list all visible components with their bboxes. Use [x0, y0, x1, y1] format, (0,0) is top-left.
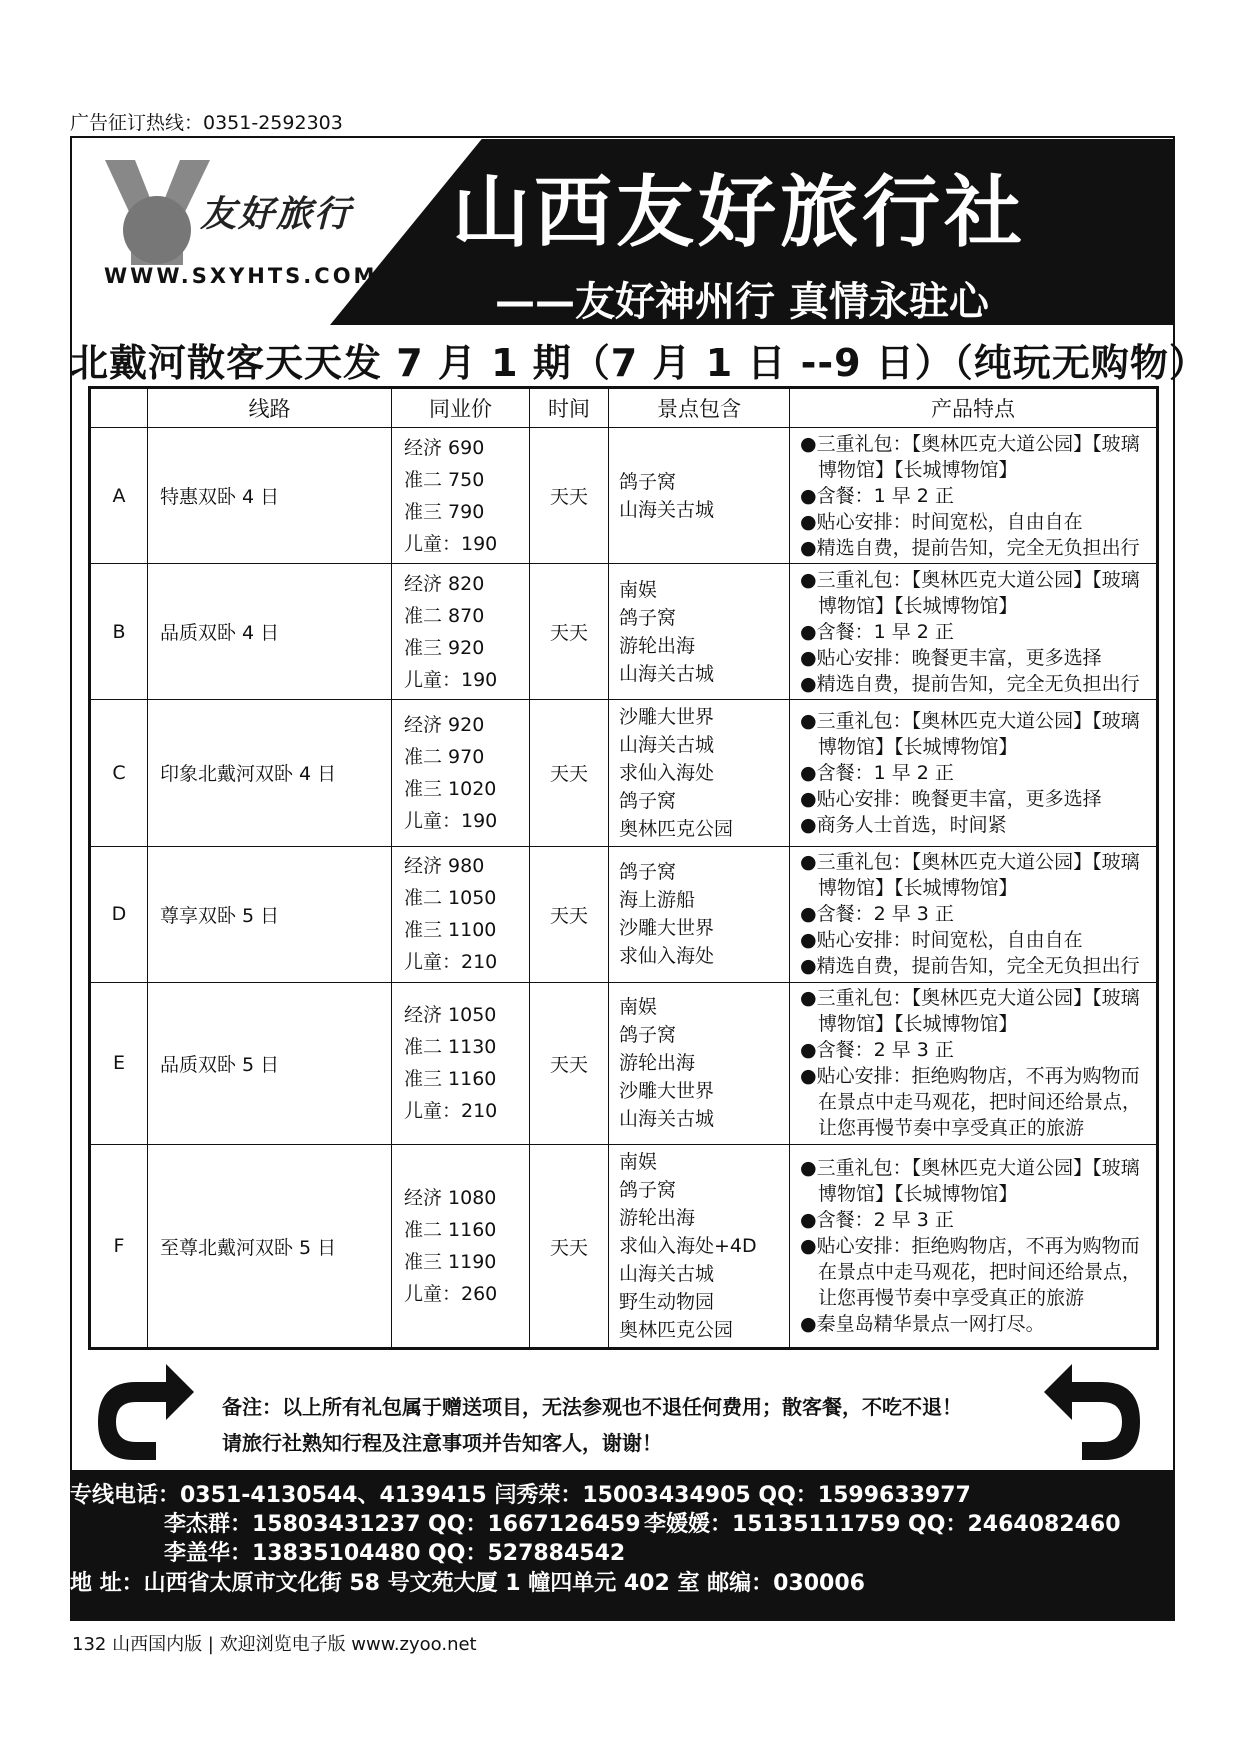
- bullet-icon: [800, 537, 817, 559]
- route-spots: [609, 564, 790, 700]
- route-letter: A: [90, 428, 148, 564]
- col-header: [90, 388, 148, 428]
- feature-text: 含餐：2 早 3 正: [816, 1039, 954, 1062]
- route-spots: [609, 700, 790, 846]
- route-features: [790, 428, 1158, 564]
- bullet-icon: [800, 987, 817, 1009]
- price-item: 准二 970: [404, 745, 485, 768]
- bullet-icon: [800, 851, 817, 873]
- feature-item: [800, 901, 1150, 927]
- col-header-spots: 景点包含: [609, 388, 790, 428]
- spot-item: 鸽子窝: [619, 470, 677, 493]
- bullet-icon: [800, 1235, 817, 1257]
- feature-text: 贴心安排：拒绝购物店，不再为购物而在景点中走马观花，把时间还给景点，让您再慢节奏中享受真正的旅游: [816, 1235, 1142, 1310]
- feature-text: 贴心安排：时间宽松，自由自在: [816, 929, 1083, 952]
- spot-item: 求仙入海处: [619, 761, 715, 784]
- feature-text: 贴心安排：晚餐更丰富，更多选择: [816, 646, 1102, 669]
- spot-item: 鸽子窝: [619, 606, 677, 629]
- spot-item: 沙雕大世界: [619, 1080, 715, 1103]
- price-item: 儿童：210: [404, 951, 498, 974]
- slogan: ——友好神州行 真情永驻心: [495, 279, 989, 325]
- table-row: [90, 846, 1158, 982]
- bullet-icon: [800, 485, 817, 507]
- feature-item: [800, 1233, 1150, 1311]
- route-prices: [392, 700, 530, 846]
- feature-item: [800, 812, 1150, 838]
- price-item: 儿童：190: [404, 668, 498, 691]
- col-header-price: 同业价: [392, 388, 530, 428]
- bullet-icon: [800, 647, 817, 669]
- spot-item: 南娱: [619, 996, 658, 1019]
- price-item: 儿童：260: [404, 1283, 498, 1306]
- route-features: [790, 1145, 1158, 1349]
- route-name: 品质双卧 5 日: [148, 982, 392, 1144]
- feature-text: 含餐：2 早 3 正: [816, 1209, 954, 1232]
- spot-item: 山海关古城: [619, 498, 715, 521]
- bullet-icon: [800, 929, 817, 951]
- feature-text: 三重礼包：【奥林匹克大道公园】【玻璃博物馆】【长城博物馆】: [816, 568, 1140, 617]
- spot-item: 鸽子窝: [619, 1179, 677, 1202]
- note-line: 备注：以上所有礼包属于赠送项目，无法参观也不退任何费用；散客餐，不吃不退！: [222, 1395, 962, 1419]
- feature-item: [800, 1311, 1150, 1337]
- route-spots: [609, 1145, 790, 1349]
- contact-block: [70, 1470, 1175, 1621]
- contact-address: 地 址：山西省太原市文化街 58 号文苑大厦 1 幢四单元 402 室 邮编：030006: [70, 1571, 865, 1596]
- contact-li-gaihua: 李盖华：13835104480 QQ：527884542: [164, 1541, 626, 1566]
- spot-item: 求仙入海处+4D: [619, 1235, 757, 1258]
- bullet-icon: [800, 710, 817, 732]
- bullet-icon: [800, 788, 817, 810]
- route-letter: C: [90, 700, 148, 846]
- bullet-icon: [800, 903, 817, 925]
- route-title: 北戴河散客天天发 7 月 1 期（7 月 1 日 --9 日）（纯玩无购物）: [70, 341, 1208, 385]
- bullet-icon: [800, 569, 817, 591]
- route-prices: [392, 982, 530, 1144]
- bullet-icon: [800, 1313, 817, 1335]
- feature-text: 含餐：2 早 3 正: [816, 903, 954, 926]
- price-item: 准三 790: [404, 500, 485, 523]
- bullet-icon: [800, 814, 817, 836]
- table-row: [90, 428, 1158, 564]
- feature-text: 含餐：1 早 2 正: [816, 761, 954, 784]
- feature-text: 三重礼包：【奥林匹克大道公园】【玻璃博物馆】【长城博物馆】: [816, 1157, 1140, 1206]
- bullet-icon: [800, 1157, 817, 1179]
- bullet-icon: [800, 762, 817, 784]
- company-name: 山西友好旅行社: [452, 168, 1027, 258]
- route-prices: [392, 846, 530, 982]
- price-item: 经济 980: [404, 855, 485, 878]
- route-letter: F: [90, 1145, 148, 1349]
- route-prices: [392, 1145, 530, 1349]
- table-header-row: [90, 388, 1158, 428]
- feature-text: 三重礼包：【奥林匹克大道公园】【玻璃博物馆】【长城博物馆】: [816, 987, 1140, 1036]
- feature-item: [800, 671, 1150, 697]
- price-item: 准二 750: [404, 468, 485, 491]
- curved-arrow-right-icon: [1042, 1362, 1142, 1462]
- route-name: 印象北戴河双卧 4 日: [148, 700, 392, 846]
- feature-item: [800, 1155, 1150, 1207]
- feature-item: [800, 431, 1150, 483]
- price-item: 经济 920: [404, 713, 485, 736]
- feature-text: 含餐：1 早 2 正: [816, 484, 954, 507]
- feature-item: [800, 645, 1150, 671]
- feature-text: 精选自费，提前告知，完全无负担出行: [816, 536, 1140, 559]
- price-item: 经济 1050: [404, 1004, 497, 1027]
- feature-item: [800, 786, 1150, 812]
- feature-item: [800, 619, 1150, 645]
- spot-item: 沙雕大世界: [619, 917, 715, 940]
- feature-item: [800, 953, 1150, 979]
- route-name: 品质双卧 4 日: [148, 564, 392, 700]
- col-header-features: 产品特点: [790, 388, 1158, 428]
- feature-item: [800, 849, 1150, 901]
- bullet-icon: [800, 1209, 817, 1231]
- feature-text: 精选自费，提前告知，完全无负担出行: [816, 672, 1140, 695]
- feature-text: 商务人士首选，时间紧: [816, 813, 1007, 836]
- price-item: 经济 1080: [404, 1187, 497, 1210]
- spot-item: 求仙入海处: [619, 945, 715, 968]
- bullet-icon: [800, 1039, 817, 1061]
- bullet-icon: [800, 673, 817, 695]
- bullet-icon: [800, 621, 817, 643]
- route-features: [790, 846, 1158, 982]
- price-item: 经济 690: [404, 436, 485, 459]
- route-letter: E: [90, 982, 148, 1144]
- spot-item: 鸽子窝: [619, 1024, 677, 1047]
- price-item: 儿童：190: [404, 809, 498, 832]
- route-prices: [392, 564, 530, 700]
- spot-item: 奥林匹克公园: [619, 1319, 734, 1342]
- spot-item: 游轮出海: [619, 1052, 696, 1075]
- route-letter: B: [90, 564, 148, 700]
- route-time: 天天: [530, 700, 609, 846]
- route-letter: D: [90, 846, 148, 982]
- col-header-route: 线路: [148, 388, 392, 428]
- route-name: 尊享双卧 5 日: [148, 846, 392, 982]
- route-spots: [609, 846, 790, 982]
- feature-text: 三重礼包：【奥林匹克大道公园】【玻璃博物馆】【长城博物馆】: [816, 432, 1140, 481]
- route-time: 天天: [530, 982, 609, 1144]
- route-spots: [609, 982, 790, 1144]
- price-item: 经济 820: [404, 572, 485, 595]
- feature-item: [800, 1207, 1150, 1233]
- feature-item: [800, 760, 1150, 786]
- contact-hotline: 专线电话：0351-4130544、4139415 闫秀荣：15003434905 QQ：1599633977: [70, 1483, 971, 1508]
- price-item: 儿童：190: [404, 532, 498, 555]
- bullet-icon: [800, 955, 817, 977]
- route-features: [790, 700, 1158, 846]
- price-item: 准三 1160: [404, 1068, 497, 1091]
- feature-text: 含餐：1 早 2 正: [816, 620, 954, 643]
- feature-item: [800, 708, 1150, 760]
- spot-item: 南娱: [619, 578, 658, 601]
- spot-item: 沙雕大世界: [619, 705, 715, 728]
- feature-item: [800, 509, 1150, 535]
- price-item: 准三 920: [404, 636, 485, 659]
- feature-text: 精选自费，提前告知，完全无负担出行: [816, 955, 1140, 978]
- logo-url: WWW.SXYHTS.COM: [104, 264, 378, 288]
- price-item: 儿童：210: [404, 1100, 498, 1123]
- price-item: 准三 1190: [404, 1251, 497, 1274]
- route-features: [790, 564, 1158, 700]
- table-row: [90, 982, 1158, 1144]
- page-footer: 132 山西国内版 | 欢迎浏览电子版 www.zyoo.net: [72, 1634, 477, 1655]
- price-item: 准二 1160: [404, 1219, 497, 1242]
- feature-item: [800, 535, 1150, 561]
- feature-item: [800, 1063, 1150, 1141]
- curved-arrow-left-icon: [96, 1362, 196, 1462]
- feature-item: [800, 927, 1150, 953]
- spot-item: 山海关古城: [619, 733, 715, 756]
- feature-text: 贴心安排：时间宽松，自由自在: [816, 510, 1083, 533]
- table-row: [90, 564, 1158, 700]
- route-time: 天天: [530, 1145, 609, 1349]
- bullet-icon: [800, 433, 817, 455]
- price-item: 准三 1100: [404, 919, 497, 942]
- spot-item: 野生动物园: [619, 1291, 715, 1314]
- route-time: 天天: [530, 428, 609, 564]
- spot-item: 海上游船: [619, 889, 696, 912]
- route-features: [790, 982, 1158, 1144]
- feature-item: [800, 483, 1150, 509]
- route-time: 天天: [530, 564, 609, 700]
- price-item: 准二 870: [404, 604, 485, 627]
- logo-text: 友好旅行: [200, 193, 353, 235]
- contact-li-yuanyuan: 李媛媛：15135111759 QQ：2464082460: [644, 1512, 1121, 1537]
- route-spots: [609, 428, 790, 564]
- notes-text: [222, 1389, 962, 1461]
- spot-item: 游轮出海: [619, 634, 696, 657]
- table-row: [90, 700, 1158, 846]
- spot-item: 奥林匹克公园: [619, 817, 734, 840]
- feature-text: 秦皇岛精华景点一网打尽。: [816, 1313, 1045, 1336]
- ad-hotline: 广告征订热线：0351-2592303: [70, 112, 343, 134]
- feature-text: 三重礼包：【奥林匹克大道公园】【玻璃博物馆】【长城博物馆】: [816, 709, 1140, 758]
- spot-item: 山海关古城: [619, 1263, 715, 1286]
- spot-item: 山海关古城: [619, 1108, 715, 1131]
- spot-item: 鸽子窝: [619, 861, 677, 884]
- note-line: 请旅行社熟知行程及注意事项并告知客人，谢谢！: [222, 1431, 662, 1455]
- route-table: [88, 386, 1159, 1350]
- route-time: 天天: [530, 846, 609, 982]
- spot-item: 游轮出海: [619, 1207, 696, 1230]
- price-item: 准三 1020: [404, 777, 497, 800]
- spot-item: 南娱: [619, 1151, 658, 1174]
- feature-item: [800, 1037, 1150, 1063]
- feature-text: 三重礼包：【奥林匹克大道公园】【玻璃博物馆】【长城博物馆】: [816, 851, 1140, 900]
- feature-item: [800, 985, 1150, 1037]
- contact-li-jiequn: 李杰群：15803431237 QQ：1667126459: [164, 1512, 641, 1537]
- route-name: 特惠双卧 4 日: [148, 428, 392, 564]
- bullet-icon: [800, 511, 817, 533]
- spot-item: 山海关古城: [619, 662, 715, 685]
- route-prices: [392, 428, 530, 564]
- spot-item: 鸽子窝: [619, 789, 677, 812]
- feature-item: [800, 567, 1150, 619]
- col-header-time: 时间: [530, 388, 609, 428]
- price-item: 准二 1130: [404, 1036, 497, 1059]
- feature-text: 贴心安排：拒绝购物店，不再为购物而在景点中走马观花，把时间还给景点，让您再慢节奏中享受真正的旅游: [816, 1065, 1142, 1140]
- feature-text: 贴心安排：晚餐更丰富，更多选择: [816, 787, 1102, 810]
- table-row: [90, 1145, 1158, 1349]
- bullet-icon: [800, 1065, 817, 1087]
- price-item: 准二 1050: [404, 887, 497, 910]
- route-name: 至尊北戴河双卧 5 日: [148, 1145, 392, 1349]
